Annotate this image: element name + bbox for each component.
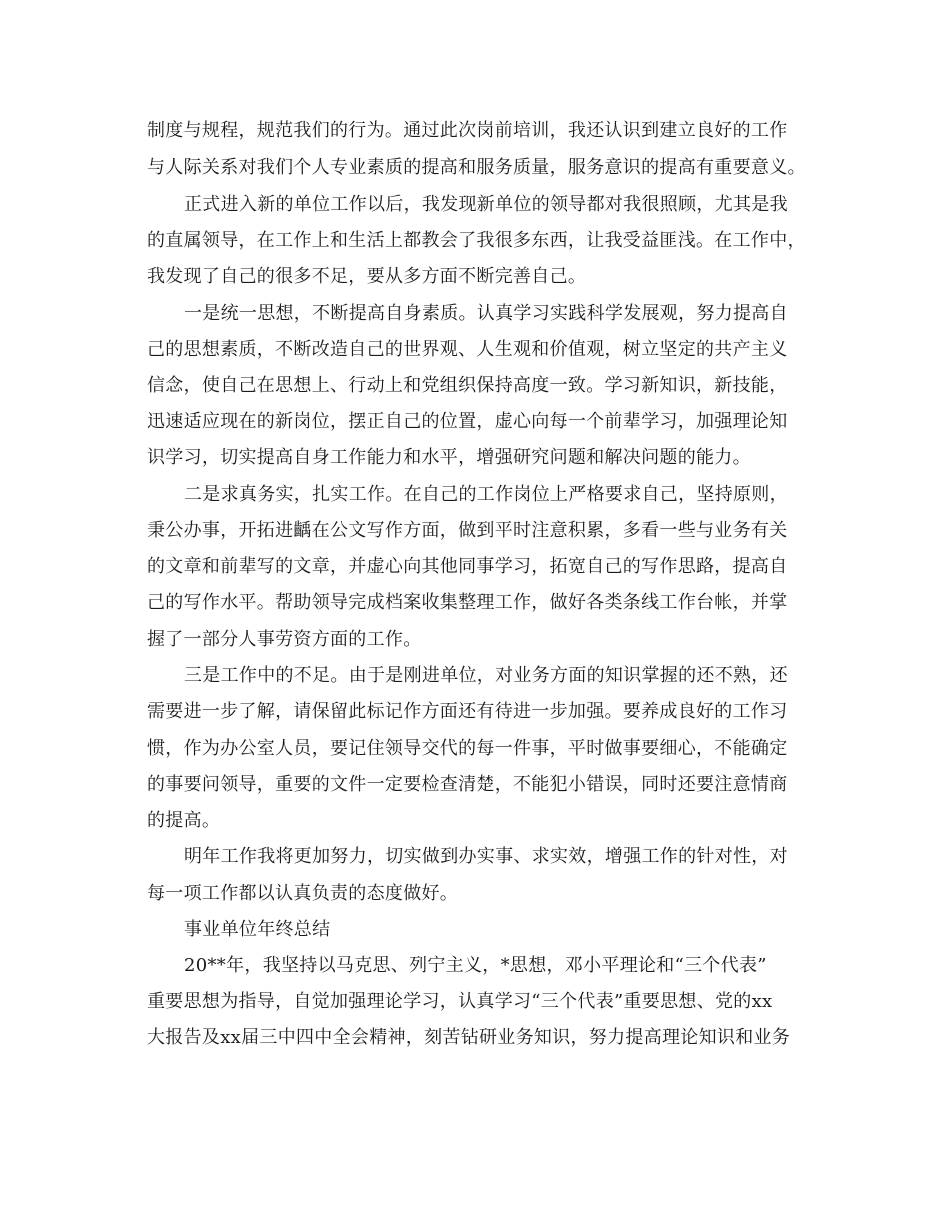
text-line: 二是求真务实，扎实工作。在自己的工作岗位上严格要求自己，坚持原则，	[184, 484, 788, 505]
text-line: 明年工作我将更加努力，切实做到办实事、求实效，增强工作的针对性，对	[184, 846, 788, 867]
text-line: 己的写作水平。帮助领导完成档案收集整理工作，做好各类条线工作台帐，并掌	[147, 592, 788, 613]
text-line: 20**年，我坚持以马克思、列宁主义，*思想，邓小平理论和“三个代表”	[184, 955, 767, 976]
text-line: 重要思想为指导，自觉加强理论学习，认真学习“三个代表”重要思想、党的xx	[147, 991, 773, 1012]
text-line: 的提高。	[147, 810, 221, 831]
text-line: 三是工作中的不足。由于是刚进单位，对业务方面的知识掌握的还不熟，还	[184, 665, 788, 686]
text-line: 的文章和前辈写的文章，并虚心向其他同事学习，拓宽自己的写作思路，提高自	[147, 556, 788, 577]
text-line: 与人际关系对我们个人专业素质的提高和服务质量，服务意识的提高有重要意义。	[147, 157, 806, 178]
section-heading: 事业单位年终总结	[184, 919, 331, 940]
text-line: 秉公办事，开拓进齲在公文写作方面，做到平时注意积累，多看一些与业务有关	[147, 520, 788, 541]
text-line: 识学习，切实提高自身工作能力和水平，增强研究问题和解决问题的能力。	[147, 447, 751, 468]
text-line: 的事要问领导，重要的文件一定要检查清楚，不能犯小错误，同时还要注意情商	[147, 774, 788, 795]
text-line: 信念，使自己在思想上、行动上和党组织保持高度一致。学习新知识，新技能，	[147, 375, 788, 396]
text-line: 惯，作为办公室人员，要记住领导交代的每一件事，平时做事要细心，不能确定	[147, 738, 788, 759]
text-line: 需要进一步了解，请保留此标记作方面还有待进一步加强。要养成良好的工作习	[147, 701, 788, 722]
text-line: 正式进入新的单位工作以后，我发现新单位的领导都对我很照顾，尤其是我	[184, 194, 788, 215]
text-line: 一是统一思想，不断提高自身素质。认真学习实践科学发展观，努力提高自	[184, 303, 788, 324]
text-line: 迅速适应现在的新岗位，摆正自己的位置，虚心向每一个前辈学习，加强理论知	[147, 411, 788, 432]
text-line: 每一项工作都以认真负责的态度做好。	[147, 883, 459, 904]
text-line: 握了一部分人事劳资方面的工作。	[147, 629, 422, 650]
text-line: 的直属领导，在工作上和生活上都教会了我很多东西，让我受益匪浅。在工作中，	[147, 230, 806, 251]
text-line: 己的思想素质，不断改造自己的世界观、人生观和价值观，树立坚定的共产主义	[147, 339, 788, 360]
text-line: 我发现了自己的很多不足，要从多方面不断完善自己。	[147, 266, 587, 287]
text-line: 制度与规程，规范我们的行为。通过此次岗前培训，我还认识到建立良好的工作	[147, 120, 788, 141]
text-line: 大报告及xx届三中四中全会精神，刻苦钻研业务知识，努力提高理论知识和业务	[147, 1027, 791, 1048]
